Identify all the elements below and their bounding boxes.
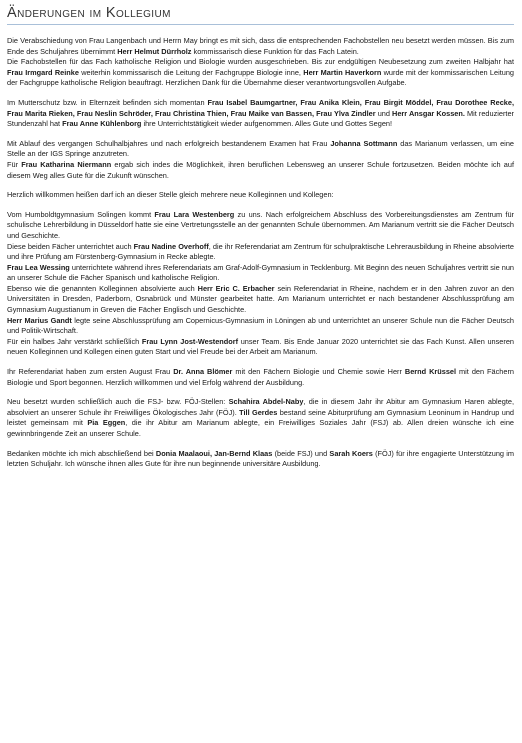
paragraph-text: , die in diesem Jahr ihr Abitur am Gymnasium Haren ablegte, absolviert an unserer Schule ihr Freiwilliges Ökologisches Jahr (FÖJ). [7, 397, 515, 417]
highlighted-name: Herr Helmut Dürrholz [117, 46, 192, 56]
paragraph-text: bestand seine Abiturprüfung am Gymnasium Leoninum in Handrup und leistet gemeinsam mit [7, 407, 515, 428]
paragraph-text: Ihr Referendariat haben zum ersten August Frau [7, 367, 174, 377]
paragraph-text: Für ein halbes Jahr verstärkt schließlich [7, 336, 142, 346]
paragraph-text: ergab sich indes die Möglichkeit, ihren beruflichen Lebensweg an unserer Schule fortzusetzen. Beiden möchte ich auf diesem Weg alles Gute für die Zukunft wünschen. [7, 159, 514, 180]
paragraph-text: , die ihr Referendariat am Zentrum für schulpraktische Lehrerausbildung in Rheine absolvierte und ihre Prüfung am Fürstenberg-Gymnasium in Recke ablegte. [7, 241, 514, 262]
paragraph-text: legte seine Abschlussprüfung am Copernicus-Gymnasium in Löningen ab und unterrichtet an unserer Schule nun die Fächer Deutsch und Politik-Wirtschaft. [7, 315, 514, 336]
paragraph [7, 316, 514, 337]
highlighted-name: Frau Anne Kühlenborg [62, 119, 142, 129]
highlighted-name: Herr Marius Gandt [7, 315, 72, 325]
highlighted-name: Donia Maalaoui, Jan-Bernd Klaas [155, 448, 273, 458]
highlighted-name: Dr. Anna Blömer [173, 367, 233, 377]
article-body [7, 36, 514, 470]
paragraph-text: Herzlich willkommen heißen darf ich an dieser Stelle gleich mehrere neue Kolleginnen und Kollegen: [7, 190, 334, 200]
highlighted-name: Schahira Abdel-Naby [228, 397, 304, 407]
highlighted-name: Frau Lara Westenberg [154, 209, 235, 219]
paragraph [7, 98, 514, 130]
paragraph [7, 139, 514, 160]
paragraph-text: Diese beiden Fächer unterrichtet auch [7, 241, 134, 251]
paragraph-text: Für [7, 159, 22, 169]
paragraph-text: kommissarisch diese Funktion für das Fach Latein. [191, 46, 359, 56]
highlighted-name: Johanna Sottmann [330, 138, 398, 148]
paragraph [7, 57, 514, 89]
paragraph [7, 190, 514, 201]
paragraph-text: das Marianum verlassen, um eine Stelle an der IGS Springe anzutreten. [7, 138, 514, 159]
highlighted-name: Till Gerdes [239, 407, 278, 417]
paragraph [7, 210, 514, 242]
paragraph-text: Die Verabschiedung von Frau Langenbach und Herrn May bringt es mit sich, dass die entsprechenden Fachobstellen neu besetzt werden müssen. Bis zum Ende des Schuljahres übernimmt [7, 36, 514, 56]
title-divider [7, 24, 514, 25]
highlighted-name: Frau Lea Wessing [7, 262, 70, 272]
paragraph-text: ihre Unterrichtstätigkeit wieder aufgenommen. Alles Gute und Gottes Segen! [141, 119, 393, 129]
paragraph-text: Mit Ablauf des vergangen Schulhalbjahres und nach erfolgreich bestandenem Examen hat Frau [7, 138, 331, 148]
paragraph [7, 367, 514, 388]
highlighted-name: Frau Katharina Niermann [21, 159, 112, 169]
highlighted-name: Bernd Krüssel [404, 367, 457, 377]
highlighted-name: Frau Isabel Baumgartner, Frau Anika Klein, Frau Birgit Möddel, Frau Dorothee Recke, Frau Marita Rieken, Frau Neslin Schröder, Frau Christina Thien, Frau Maike van Bassen, Frau Ylva Zindler [7, 97, 514, 118]
highlighted-name: Frau Nadine Overhoff [133, 241, 209, 251]
paragraph-text: weiterhin kommissarisch die Leitung der Fachgruppe Biologie inne, [78, 67, 304, 77]
highlighted-name: Frau Irmgard Reinke [7, 67, 79, 77]
paragraph [7, 36, 514, 57]
paragraph-text: wurde mit der kommissarischen Leitung der Fachgruppe katholische Religion beauftragt. Herzlichen Dank für die Übernahme dieser verantwortungsvollen Aufgabe. [7, 67, 514, 88]
highlighted-name: Frau Lynn Jost-Westendorf [141, 336, 239, 346]
paragraph-text: zu uns. Nach erfolgreichem Abschluss des Vorbereitungsdienstes am Zentrum für schulische Lehrerbildung in Düsseldorf hatte sie eine Vertretungsstelle an der genannten Schule übernommen. Am Marianum vertritt sie die Fächer Deutsch und Geschichte. [7, 209, 514, 240]
paragraph [7, 284, 514, 316]
paragraph [7, 160, 514, 181]
paragraph-text: unser Team. Bis Ende Januar 2020 unterrichtet sie das Fach Kunst. Allen unseren neuen Kolleginnen und Kollegen einen guten Start und viel Freude bei der Arbeit am Marianum. [7, 336, 514, 357]
paragraph [7, 397, 514, 439]
page-title: Änderungen im Kollegium [7, 5, 171, 21]
paragraph-text: sein Referendariat in Rheine, nachdem er in den Jahren zuvor an den Universitäten in Dresden, Paderborn, Osnabrück und Münster gearbeitet hatte. Am Marianum unterrichtet er nach bestandener Abschlussprüfung am Gymnasium Augustianum in Greven die Fächer Englisch und Geschichte. [7, 283, 515, 315]
highlighted-name: Herr Ansgar Kossen. [392, 108, 465, 118]
paragraph-text: Vom Humboldtgymnasium Solingen kommt [7, 209, 155, 219]
paragraph-text: Mit reduzierter Stundenzahl hat [7, 108, 514, 129]
paragraph-text: Ebenso wie die genannten Kolleginnen absolvierte auch [7, 283, 198, 293]
highlighted-name: Herr Eric C. Erbacher [197, 283, 275, 293]
highlighted-name: Herr Martin Haverkorn [303, 67, 382, 77]
paragraph [7, 263, 514, 284]
paragraph-text: (FÖJ) für ihre engagierte Unterstützung im letzten Schuljahr. Ich wünsche ihnen alles Gute für ihre nun beginnende universitäre Ausbildung. [7, 448, 514, 469]
paragraph-text: Die Fachobstellen für das Fach katholische Religion und Biologie wurden ausgeschrieben. Bis zur endgültigen Neubesetzung zum zweiten Halbjahr hat [7, 57, 514, 67]
paragraph-text: , die ihr Abitur am Marianum ablegte, ein Freiwilliges Soziales Jahr (FSJ) ab. Allen dreien wünsche ich eine gewinnbringende Zeit an unserer Schule. [7, 418, 514, 438]
paragraph-text: mit den Fächern Biologie und Chemie sowie Herr [232, 367, 405, 377]
paragraph-text: unterrichtete während ihres Referendariats am Graf-Adolf-Gymnasium in Tecklenburg. Mit Beginn des neuen Schuljahres vertritt sie nun an unserer Schule die Fächer Spanisch und katholische Religion. [7, 262, 514, 283]
paragraph-text: (beide FSJ) und [272, 448, 330, 458]
paragraph-text: Im Mutterschutz bzw. in Elternzeit befinden sich momentan [7, 97, 208, 107]
highlighted-name: Sarah Koers [329, 448, 373, 458]
paragraph-text: mit den Fächern Biologie und Sport begonnen. Herzlich willkommen und viel Erfolg während der Ausbildung. [7, 367, 514, 387]
paragraph-text: Neu besetzt wurden schließlich auch die FSJ- bzw. FÖJ-Stellen: [7, 397, 229, 407]
paragraph [7, 337, 514, 358]
paragraph-text: und [375, 108, 393, 118]
paragraph [7, 242, 514, 263]
highlighted-name: Pia Eggen [87, 418, 126, 428]
paragraph [7, 449, 514, 470]
paragraph-text: Bedanken möchte ich mich abschließend bei [7, 448, 156, 458]
